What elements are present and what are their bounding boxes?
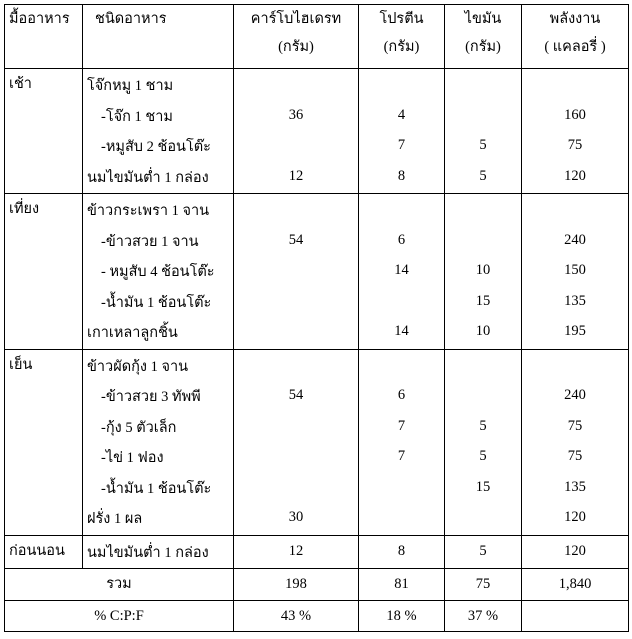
food-value: -โจ๊ก 1 ชาม — [101, 108, 173, 125]
meal-row — [5, 194, 629, 350]
carb-value — [234, 255, 358, 286]
fat-cell — [445, 69, 522, 194]
energy-value — [522, 194, 628, 225]
protein-value — [359, 69, 444, 100]
food-value: ข้าวผัดกุ้ง 1 จาน — [87, 358, 189, 375]
fat-cell — [445, 349, 522, 535]
carb-value — [234, 441, 358, 472]
ratio-row-carb: 43 % — [280, 607, 312, 624]
fat-value — [445, 350, 521, 381]
carb-value: 12 — [288, 542, 304, 559]
carb-cell — [234, 69, 359, 194]
protein-value: 8 — [397, 167, 406, 184]
energy-value — [522, 69, 628, 100]
protein-value — [359, 350, 444, 381]
protein-value: 7 — [397, 448, 406, 464]
header-carb-cell — [234, 5, 359, 69]
meal-name-cell — [5, 349, 83, 535]
energy-value: 135 — [564, 478, 586, 495]
carb-cell — [234, 194, 359, 350]
protein-value: 6 — [397, 387, 406, 403]
meal-name-cell — [5, 535, 83, 569]
energy-value: 75 — [567, 137, 583, 153]
energy-value: 240 — [564, 231, 586, 248]
ratio-row-protein-cell — [359, 600, 445, 632]
meal-name: เที่ยง — [9, 201, 40, 217]
total-row-fat-cell — [445, 569, 522, 601]
carb-value — [234, 286, 358, 317]
total-row-protein-cell — [359, 569, 445, 601]
food-cell — [83, 69, 234, 194]
total-row-carb: 198 — [285, 576, 307, 592]
fat-value — [445, 380, 521, 411]
protein-value: 8 — [397, 542, 406, 559]
fat-value — [445, 194, 521, 225]
ratio-row-energy-cell — [522, 600, 629, 632]
energy-value: 160 — [564, 106, 586, 123]
total-row-label-cell — [5, 569, 234, 601]
carb-value — [234, 130, 358, 161]
header-fat-cell — [445, 5, 522, 69]
carb-value — [234, 411, 358, 442]
meal-row — [5, 349, 629, 535]
food-value: โจ๊กหมู 1 ชาม — [87, 78, 174, 94]
total-row-carb-cell — [234, 569, 359, 601]
protein-value: 7 — [397, 137, 406, 153]
fat-value: 5 — [479, 417, 487, 434]
energy-value — [522, 350, 628, 381]
ratio-row-protein: 18 % — [386, 607, 417, 624]
fat-cell — [445, 535, 522, 569]
ratio-row-energy — [522, 601, 628, 632]
header-energy-unit: ( แคลอรี่ ) — [544, 39, 606, 55]
food-cell — [83, 349, 234, 535]
energy-value: 120 — [564, 542, 586, 559]
header-carb: คาร์โบไฮเดรท — [250, 11, 342, 27]
ratio-row-label: % C:P:F — [94, 607, 144, 624]
fat-value: 5 — [479, 167, 487, 184]
energy-value: 150 — [564, 262, 586, 278]
meal-row — [5, 69, 629, 194]
energy-value: 120 — [564, 167, 586, 184]
protein-value — [359, 286, 444, 317]
food-value: ฝรั่ง 1 ผล — [87, 511, 143, 527]
energy-value: 75 — [567, 448, 583, 464]
energy-value: 135 — [564, 292, 586, 309]
food-cell — [83, 194, 234, 350]
protein-value: 7 — [397, 417, 406, 434]
meal-name: เย็น — [9, 356, 33, 373]
header-food: ชนิดอาหาร — [95, 11, 167, 27]
header-protein-unit: (กรัม) — [383, 39, 420, 55]
carb-cell — [234, 535, 359, 569]
total-row-energy-cell — [522, 569, 629, 601]
food-value: -น้ำมัน 1 ช้อนโต๊ะ — [101, 294, 212, 311]
food-cell — [83, 535, 234, 569]
total-row-protein: 81 — [394, 576, 409, 592]
fat-value: 5 — [479, 542, 487, 559]
food-value: -ข้าวสวย 3 ทัพพี — [101, 389, 201, 405]
food-value: - หมูสับ 4 ช้อนโต๊ะ — [101, 264, 215, 280]
fat-value: 15 — [475, 292, 491, 309]
header-protein: โปรตีน — [379, 11, 424, 27]
carb-value — [234, 316, 358, 347]
fat-value — [445, 69, 521, 100]
header-protein-cell — [359, 5, 445, 69]
protein-value: 14 — [394, 323, 409, 339]
energy-value: 195 — [564, 323, 586, 339]
food-value: -น้ำมัน 1 ช้อนโต๊ะ — [101, 480, 212, 497]
fat-value: 5 — [479, 448, 487, 464]
carb-value: 54 — [288, 387, 304, 403]
energy-cell — [522, 535, 629, 569]
header-row — [5, 5, 629, 69]
ratio-row-fat: 37 % — [467, 607, 499, 624]
food-value: ข้าวกระเพรา 1 จาน — [87, 203, 210, 219]
header-fat: ไขมัน — [464, 11, 502, 27]
food-value: นมไขมันต่ำ 1 กล่อง — [87, 544, 209, 561]
fat-cell — [445, 194, 522, 350]
total-row-label: รวม — [106, 576, 132, 592]
energy-cell — [522, 194, 629, 350]
meal-name: เช้า — [9, 76, 32, 92]
header-meal-cell — [5, 5, 83, 69]
protein-cell — [359, 194, 445, 350]
meal-name-cell — [5, 194, 83, 350]
ratio-row — [5, 600, 629, 632]
carb-value — [234, 350, 358, 381]
carb-value — [234, 194, 358, 225]
meal-nutrition-table — [4, 4, 629, 632]
header-food-cell — [83, 5, 234, 69]
fat-value: 10 — [475, 262, 491, 278]
total-row-fat: 75 — [475, 576, 491, 592]
protein-value: 14 — [394, 262, 409, 278]
protein-cell — [359, 535, 445, 569]
carb-cell — [234, 349, 359, 535]
fat-value — [445, 502, 521, 533]
food-value: -หมูสับ 2 ช้อนโต๊ะ — [101, 139, 211, 155]
total-row — [5, 569, 629, 601]
fat-value — [445, 100, 521, 131]
energy-value: 75 — [567, 417, 583, 434]
food-value: นมไขมันต่ำ 1 กล่อง — [87, 169, 209, 186]
energy-value: 240 — [564, 387, 586, 403]
food-value: -กุ้ง 5 ตัวเล็ก — [101, 419, 177, 436]
meal-row — [5, 535, 629, 569]
header-carb-unit: (กรัม) — [278, 39, 314, 55]
total-row-energy: 1,840 — [558, 576, 592, 592]
carb-value — [234, 69, 358, 100]
carb-value — [234, 472, 358, 503]
fat-value: 10 — [475, 323, 491, 339]
meal-name-cell — [5, 69, 83, 194]
protein-value — [359, 502, 444, 533]
header-fat-unit: (กรัม) — [465, 39, 501, 55]
ratio-row-fat-cell — [445, 600, 522, 632]
header-meal: มื้ออาหาร — [9, 11, 70, 27]
carb-value: 36 — [288, 106, 304, 123]
carb-value: 54 — [288, 231, 304, 248]
carb-value: 12 — [288, 167, 304, 184]
nutrition-table-page — [4, 4, 629, 632]
ratio-row-carb-cell — [234, 600, 359, 632]
food-value: -ไข่ 1 ฟอง — [101, 450, 164, 466]
protein-value: 4 — [397, 106, 406, 123]
energy-cell — [522, 69, 629, 194]
energy-value: 120 — [564, 509, 586, 525]
fat-value — [445, 225, 521, 256]
protein-cell — [359, 69, 445, 194]
food-value: -ข้าวสวย 1 จาน — [101, 233, 199, 250]
protein-value — [359, 194, 444, 225]
fat-value: 15 — [475, 478, 491, 495]
protein-value — [359, 472, 444, 503]
fat-value: 5 — [479, 137, 487, 153]
carb-value: 30 — [288, 509, 304, 525]
energy-cell — [522, 349, 629, 535]
protein-cell — [359, 349, 445, 535]
food-value: เกาเหลาลูกชิ้น — [87, 325, 178, 341]
header-energy-cell — [522, 5, 629, 69]
header-energy: พลังงาน — [549, 11, 601, 27]
ratio-row-label-cell — [5, 600, 234, 632]
protein-value: 6 — [397, 231, 406, 248]
meal-name: ก่อนนอน — [9, 542, 65, 559]
